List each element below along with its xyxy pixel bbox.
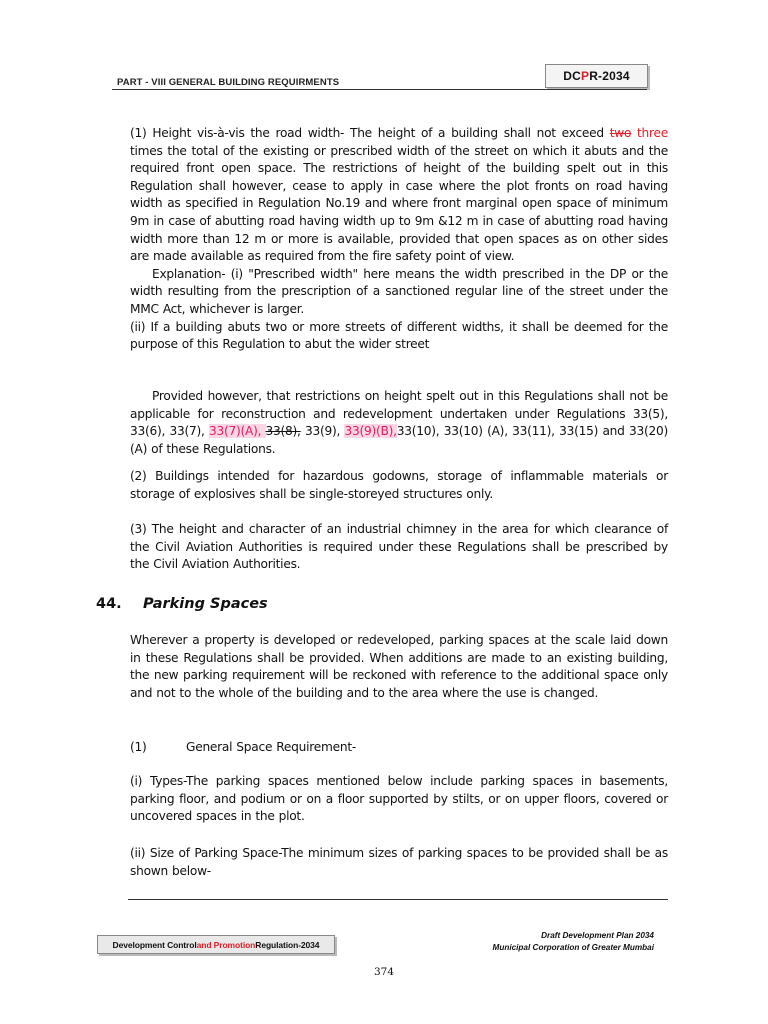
footer-right-line2: Municipal Corporation of Greater Mumbai — [492, 943, 654, 952]
sub-title: General Space Requirement- — [186, 740, 356, 754]
footer-right-line1: Draft Development Plan 2034 — [541, 931, 654, 940]
dcpr-badge — [545, 64, 648, 88]
sub-number: (1) — [130, 740, 147, 754]
general-space-requirement — [130, 739, 668, 757]
para-3: (3) The height and character of an industrial chimney in the area for which clearance of the Civil Aviation Authorities is required under these Regulations shall be prescribed by the Civil Aviation Authorities. — [130, 522, 668, 572]
para-2: (2) Buildings intended for hazardous godowns, storage of inflammable materials or storage of explosives shall be single-storeyed structures only. — [130, 469, 668, 501]
p1-text-a: (1) Height vis-à-vis the road width- The height of a building shall not exceed — [130, 126, 610, 140]
parking-types: (i) Types-The parking spaces mentioned below include parking spaces in basements, parking floor, and podium or on a floor supported by stilts, or on upper floors, covered or uncovered spaces in the plot. — [130, 774, 668, 824]
section-title: Parking Spaces — [143, 596, 268, 612]
footer-regulation-badge — [97, 935, 335, 954]
height-para-1 — [130, 125, 668, 266]
proviso-highlight-1: 33(7)(A), — [208, 424, 266, 439]
proviso-block — [130, 388, 668, 458]
page-number: 374 — [373, 966, 395, 978]
badge-suffix: R-2034 — [589, 69, 630, 83]
header-rule — [112, 89, 647, 90]
parking-size: (ii) Size of Parking Space-The minimum sizes of parking spaces to be provided shall be as shown below- — [130, 846, 668, 878]
badge-prefix: DC — [563, 69, 581, 83]
height-section — [130, 125, 668, 354]
proviso-para — [130, 388, 668, 458]
section-44-heading — [96, 596, 268, 612]
explanation-i: Explanation- (i) "Prescribed width" here means the width prescribed in the DP or the width resulting from the prescription of a sanctioned regular line of the street under the MMC Act, whichever is larger. — [130, 266, 668, 316]
header-part-title: PART - VIII GENERAL BUILDING REQUIRMENTS — [117, 77, 340, 88]
proviso-struck: 33(8), — [265, 424, 301, 439]
proviso-text-a: Provided however, that restrictions on height spelt out in this Regulations shall not be applicable for reconstruction and redevelopment undertaken under Regulations 33(5), 33(6), 33(7), — [130, 389, 668, 439]
badge-red-letter: P — [580, 69, 590, 83]
footer-left-red: and Promotion — [196, 939, 256, 950]
footer-left-b: Regulation-2034 — [255, 939, 320, 950]
proviso-highlight-2: 33(9)(B), — [344, 424, 397, 439]
footer-rule — [128, 899, 668, 900]
parking-intro: Wherever a property is developed or redeveloped, parking spaces at the scale laid down in these Regulations shall be provided. When additions are made to an existing building, the new parking requirement will be reckoned with reference to the additional space only and not to the whole of the building and to the area where the use is changed. — [130, 633, 668, 700]
proviso-text-b: 33(9), — [300, 424, 345, 439]
section-number: 44. — [96, 596, 122, 612]
p1-struck-word: two — [609, 126, 632, 140]
p1-red-word: three — [637, 126, 668, 140]
proviso-text-c: 33(10), 33(10) (A), 33(11), 33(15) and 33(20) (A) of these Regulations. — [130, 424, 668, 456]
footer-left-a: Development Control — [112, 939, 197, 950]
footer-right — [493, 930, 655, 954]
p1-text-b: times the total of the existing or prescribed width of the street on which it abuts and the required front open space. The restrictions of height of the building spelt out in this Regulation shall however, cease to apply in case where the plot fronts on road having width as specified in Regulation No.19 and where front marginal open space of minimum 9m in case of abutting road having width up to 9m &12 m in case of abutting road having width more than 12 m or more is available, provided that open spaces as on other sides are made available as required from the fire safety point of view. — [130, 143, 668, 264]
explanation-ii: (ii) If a building abuts two or more streets of different widths, it shall be deemed for the purpose of this Regulation to abut the wider street — [130, 319, 668, 352]
